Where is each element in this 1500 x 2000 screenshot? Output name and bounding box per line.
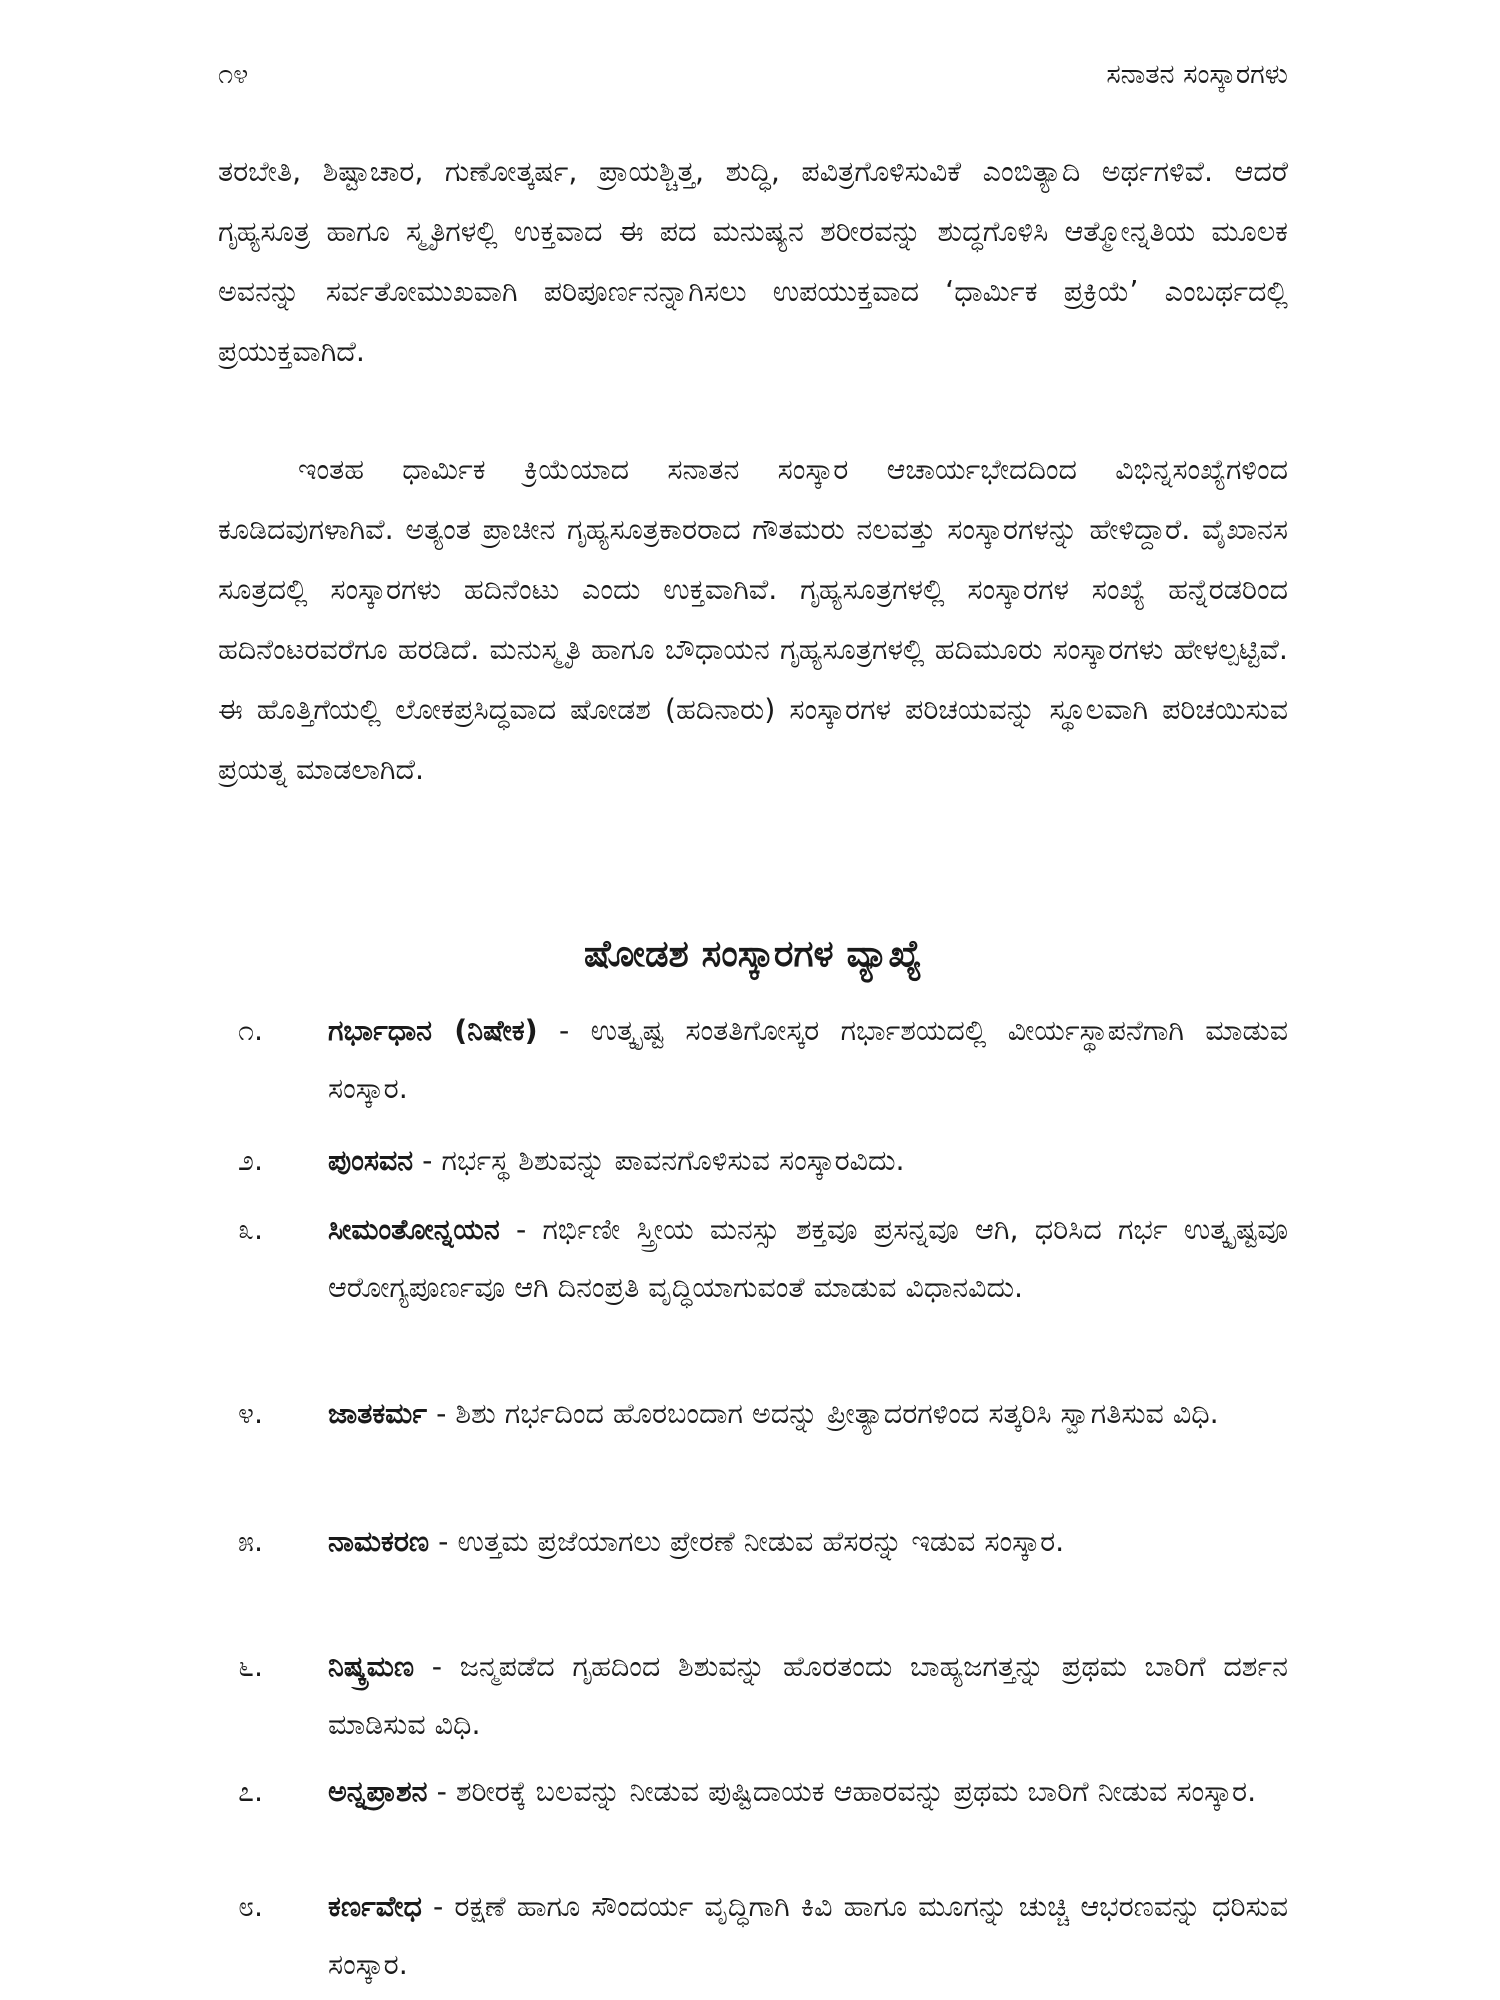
body-paragraph-2: ಇಂತಹ ಧಾರ್ಮಿಕ ಕ್ರಿಯೆಯಾದ ಸನಾತನ ಸಂಸ್ಕಾರ ಆಚಾರ್ಯಭೇದದಿಂದ ವಿಭಿನ್ನಸಂಖ್ಯೆಗಳಿಂದ ಕೂಡಿದವುಗಳಾಗಿವೆ. ಅತ್ಯಂತ ಪ್ರಾಚೀನ ಗೃಹ್ಯಸೂತ್ರಕಾರರಾದ ಗೌತಮರು ನಲವತ್ತು ಸಂಸ್ಕಾರಗಳನ್ನು ಹೇಳಿದ್ದಾರೆ. ವೈಖಾನಸ ಸೂತ್ರದಲ್ಲಿ ಸಂಸ್ಕಾರಗಳು ಹದಿನೆಂಟು ಎಂದು ಉಕ್ತವಾಗಿವೆ. ಗೃಹ್ಯಸೂತ್ರಗಳಲ್ಲಿ ಸಂಸ್ಕಾರಗಳ ಸಂಖ್ಯೆ ಹನ್ನೆರಡರಿಂದ ಹದಿನೆಂಟರವರೆಗೂ ಹರಡಿದೆ. ಮನುಸ್ಮೃತಿ ಹಾಗೂ ಬೌಧಾಯನ ಗೃಹ್ಯಸೂತ್ರಗಳಲ್ಲಿ ಹದಿಮೂರು ಸಂಸ್ಕಾರಗಳು ಹೇಳಲ್ಪಟ್ಟಿವೆ. ಈ ಹೊತ್ತಿಗೆಯಲ್ಲಿ ಲೋಕಪ್ರಸಿದ್ಧವಾದ ಷೋಡಶ (ಹದಿನಾರು) ಸಂಸ್ಕಾರಗಳ ಪರಿಚಯವನ್ನು ಸ್ಥೂಲವಾಗಿ ಪರಿಚಯಿಸುವ ಪ್ರಯತ್ನ ಮಾಡಲಾಗಿದೆ. bbox=[218, 453, 1288, 786]
list-item bbox=[238, 1132, 1288, 1190]
item-description: - ಗರ್ಭಸ್ಥ ಶಿಶುವನ್ನು ಪಾವನಗೊಳಿಸುವ ಸಂಸ್ಕಾರವಿದು. bbox=[413, 1144, 905, 1177]
item-number: ೭. bbox=[238, 1775, 264, 1808]
item-number: ೬. bbox=[238, 1650, 264, 1683]
list-item bbox=[238, 1763, 1288, 1821]
item-content bbox=[328, 1638, 1288, 1754]
item-description: - ಗರ್ಭಿಣೀ ಸ್ತ್ರೀಯ ಮನಸ್ಸು ಶಕ್ತವೂ ಪ್ರಸನ್ನವೂ ಆಗಿ, ಧರಿಸಿದ ಗರ್ಭ ಉತ್ಕೃಷ್ಟವೂ ಆರೋಗ್ಯಪೂರ್ಣವೂ ಆಗಿ ದಿನಂಪ್ರತಿ ವೃದ್ಧಿಯಾಗುವಂತೆ ಮಾಡುವ ವಿಧಾನವಿದು. bbox=[328, 1213, 1288, 1304]
list-item bbox=[238, 1878, 1288, 1994]
item-number: ೧. bbox=[238, 1014, 264, 1047]
item-term: ಗರ್ಭಾಧಾನ (ನಿಷೇಕ) bbox=[328, 1014, 538, 1047]
item-number: ೮. bbox=[238, 1890, 264, 1923]
item-content bbox=[328, 1385, 1288, 1443]
item-content bbox=[328, 1878, 1288, 1994]
item-term: ಅನ್ನಪ್ರಾಶನ bbox=[328, 1775, 428, 1808]
list-item bbox=[238, 1638, 1288, 1754]
item-number: ೨. bbox=[238, 1144, 264, 1177]
item-number: ೫. bbox=[238, 1525, 264, 1558]
item-description: - ಉತ್ಕೃಷ್ಟ ಸಂತತಿಗೋಸ್ಕರ ಗರ್ಭಾಶಯದಲ್ಲಿ ವೀರ್ಯಸ್ಥಾಪನೆಗಾಗಿ ಮಾಡುವ ಸಂಸ್ಕಾರ. bbox=[328, 1014, 1288, 1105]
item-term: ಕರ್ಣವೇಧ bbox=[328, 1890, 422, 1923]
body-paragraph-1: ತರಬೇತಿ, ಶಿಷ್ಟಾಚಾರ, ಗುಣೋತ್ಕರ್ಷ, ಪ್ರಾಯಶ್ಚಿತ್ತ, ಶುದ್ಧಿ, ಪವಿತ್ರಗೊಳಿಸುವಿಕೆ ಎಂಬಿತ್ಯಾದಿ ಅರ್ಥಗಳಿವೆ. ಆದರೆ ಗೃಹ್ಯಸೂತ್ರ ಹಾಗೂ ಸ್ಮೃತಿಗಳಲ್ಲಿ ಉಕ್ತವಾದ ಈ ಪದ ಮನುಷ್ಯನ ಶರೀರವನ್ನು ಶುದ್ಧಗೊಳಿಸಿ ಆತ್ಮೋನ್ನತಿಯ ಮೂಲಕ ಅವನನ್ನು ಸರ್ವತೋಮುಖವಾಗಿ ಪರಿಪೂರ್ಣನನ್ನಾಗಿಸಲು ಉಪಯುಕ್ತವಾದ ‘ಧಾರ್ಮಿಕ ಪ್ರಕ್ರಿಯೆ’ ಎಂಬರ್ಥದಲ್ಲಿ ಪ್ರಯುಕ್ತವಾಗಿದೆ. bbox=[218, 155, 1288, 368]
item-description: - ಜನ್ಮಪಡೆದ ಗೃಹದಿಂದ ಶಿಶುವನ್ನು ಹೊರತಂದು ಬಾಹ್ಯಜಗತ್ತನ್ನು ಪ್ರಥಮ ಬಾರಿಗೆ ದರ್ಶನ ಮಾಡಿಸುವ ವಿಧಿ. bbox=[328, 1650, 1288, 1741]
list-item bbox=[238, 1513, 1288, 1571]
item-term: ಪುಂಸವನ bbox=[328, 1144, 414, 1177]
item-term: ನಾಮಕರಣ bbox=[328, 1525, 430, 1558]
item-content bbox=[328, 1132, 1288, 1190]
item-term: ಸೀಮಂತೋನ್ನಯನ bbox=[328, 1213, 500, 1246]
item-description: - ಶಿಶು ಗರ್ಭದಿಂದ ಹೊರಬಂದಾಗ ಅದನ್ನು ಪ್ರೀತ್ಯಾದರಗಳಿಂದ ಸತ್ಕರಿಸಿ ಸ್ವಾಗತಿಸುವ ವಿಧಿ. bbox=[427, 1397, 1219, 1430]
list-item bbox=[238, 1201, 1288, 1317]
list-item bbox=[238, 1002, 1288, 1118]
item-number: ೪. bbox=[238, 1397, 264, 1430]
item-content bbox=[328, 1201, 1288, 1317]
item-content bbox=[328, 1513, 1288, 1571]
item-description: - ರಕ್ಷಣೆ ಹಾಗೂ ಸೌಂದರ್ಯ ವೃದ್ಧಿಗಾಗಿ ಕಿವಿ ಹಾಗೂ ಮೂಗನ್ನು ಚುಚ್ಚಿ ಆಭರಣವನ್ನು ಧರಿಸುವ ಸಂಸ್ಕಾರ. bbox=[328, 1890, 1288, 1981]
list-item bbox=[238, 1385, 1288, 1443]
section-title: ಷೋಡಶ ಸಂಸ್ಕಾರಗಳ ವ್ಯಾಖ್ಯೆ bbox=[584, 932, 922, 975]
page-number: ೧೪ bbox=[218, 59, 249, 90]
item-description: - ಶರೀರಕ್ಕೆ ಬಲವನ್ನು ನೀಡುವ ಪುಷ್ಟಿದಾಯಕ ಆಹಾರವನ್ನು ಪ್ರಥಮ ಬಾರಿಗೆ ನೀಡುವ ಸಂಸ್ಕಾರ. bbox=[427, 1775, 1257, 1808]
item-description: - ಉತ್ತಮ ಪ್ರಜೆಯಾಗಲು ಪ್ರೇರಣೆ ನೀಡುವ ಹೆಸರನ್ನು ಇಡುವ ಸಂಸ್ಕಾರ. bbox=[429, 1525, 1065, 1558]
item-number: ೩. bbox=[238, 1213, 264, 1246]
item-term: ಜಾತಕರ್ಮ bbox=[328, 1397, 428, 1430]
item-content bbox=[328, 1002, 1288, 1118]
item-content bbox=[328, 1763, 1288, 1821]
page-header bbox=[218, 50, 1288, 100]
running-title: ಸನಾತನ ಸಂಸ್ಕಾರಗಳು bbox=[1106, 59, 1288, 90]
item-term: ನಿಷ್ಕ್ರಮಣ bbox=[328, 1650, 415, 1683]
